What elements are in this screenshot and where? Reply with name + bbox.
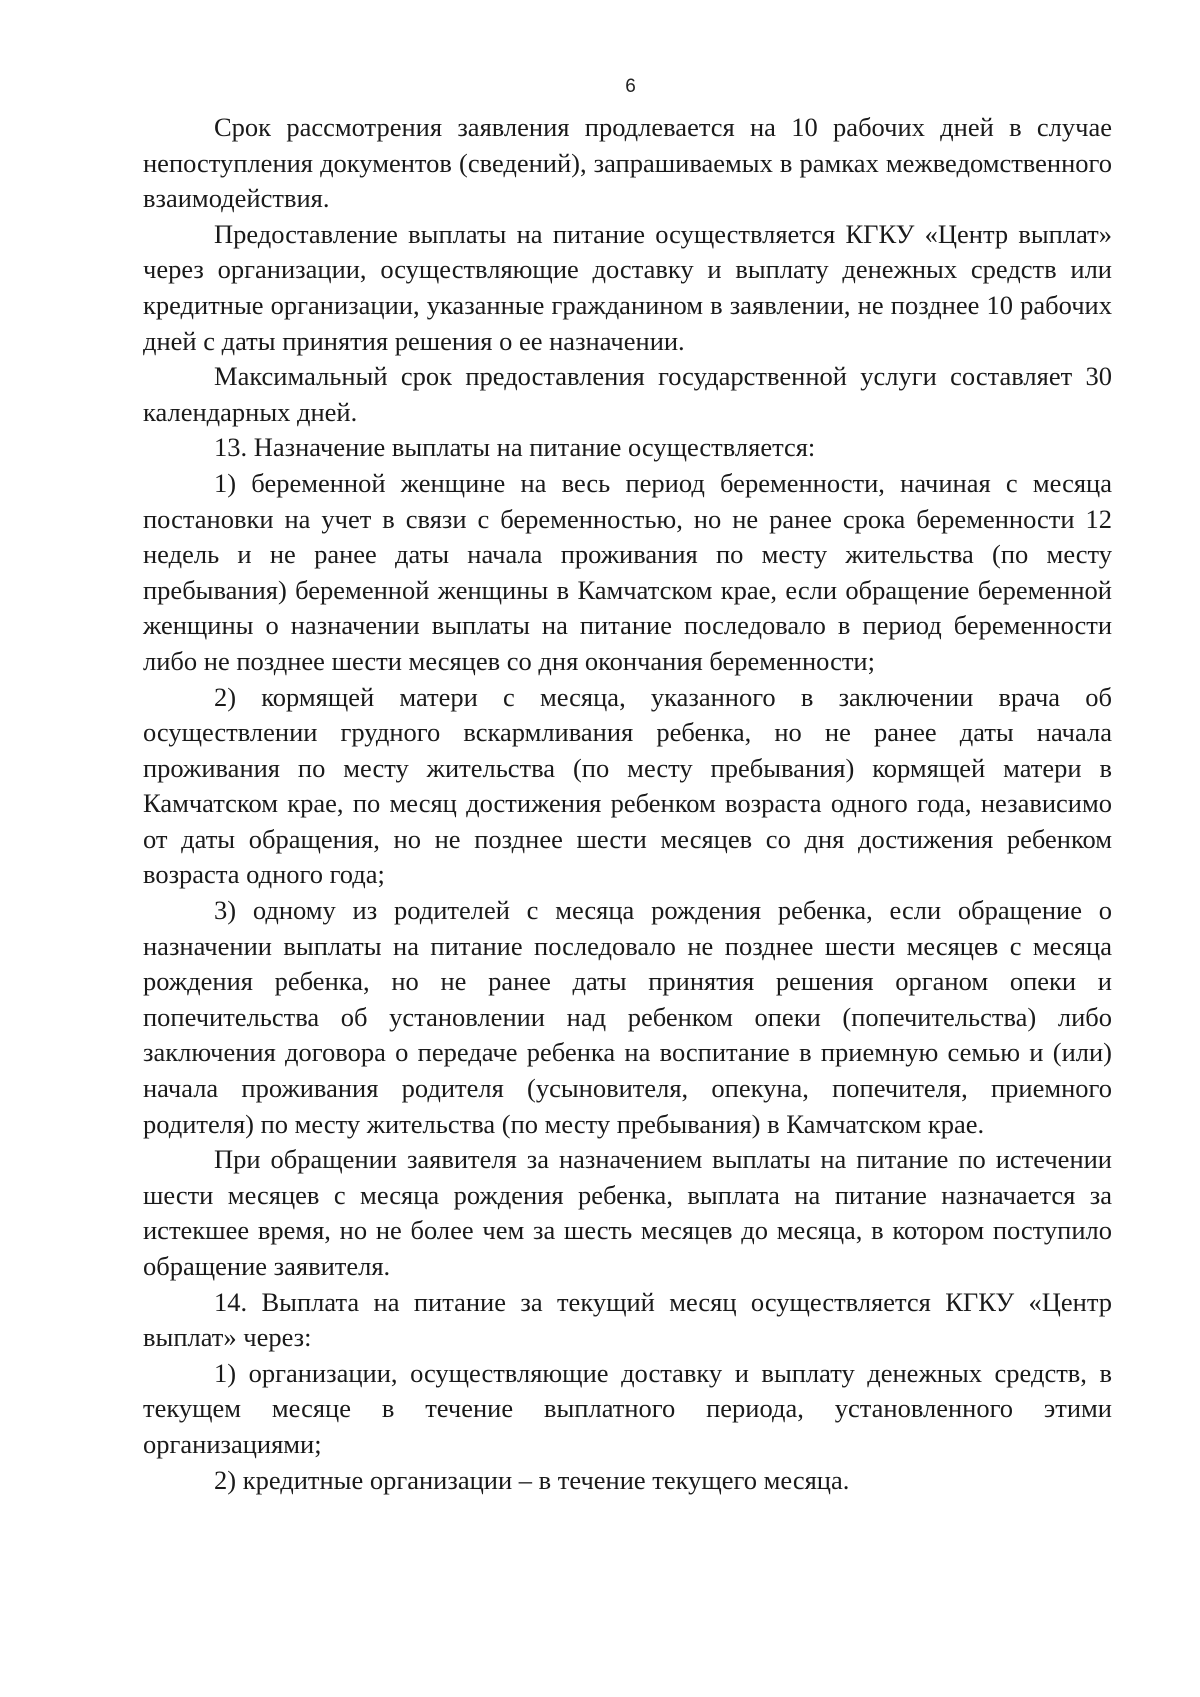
paragraph-item-parent: 3) одному из родителей с месяца рождения ребенка, если обращение о назначении выплаты на питание последовало не позднее шести месяцев с месяца рождения ребенка, но не ранее даты принятия решения органом опеки и попечительства об установлении над ребенком опеки (попечительства) либо заключения договора о передаче ребенка на воспитание в приемную семью и (или) начала проживания родителя (усыновителя, опекуна, попечителя, приемного родителя) по месту жительства (по месту пребывания) в Камчатском крае. xyxy=(143,895,1112,1139)
paragraph-review-period: Срок рассмотрения заявления продлевается на 10 рабочих дней в случае непоступления документов (сведений), запрашиваемых в рамках межведомственного взаимодействия. xyxy=(143,112,1112,214)
paragraph-late-application: При обращении заявителя за назначением выплаты на питание по истечении шести месяцев с месяца рождения ребенка, выплата на питание назначается за истекшее время, но не более чем за шесть месяцев до месяца, в котором поступило обращение заявителя. xyxy=(143,1144,1112,1281)
page-number: 6 xyxy=(625,76,636,97)
paragraph-item-delivery-organizations: 1) организации, осуществляющие доставку и выплату денежных средств, в текущем месяце в течение выплатного периода, установленного этими организациями; xyxy=(143,1357,1112,1459)
paragraph-section-14-heading: 14. Выплата на питание за текущий месяц осуществляется КГКУ «Центр выплат» через: xyxy=(143,1286,1112,1353)
paragraph-section-13-heading: 13. Назначение выплаты на питание осуществляется: xyxy=(214,432,816,463)
paragraph-payment-provision: Предоставление выплаты на питание осуществляется КГКУ «Центр выплат» через организации, осуществляющие доставку и выплату денежных средств или кредитные организации, указанные гражданином в заявлении, не позднее 10 рабочих дней с даты принятия решения о ее назначении. xyxy=(143,218,1112,356)
paragraph-max-service-term: Максимальный срок предоставления государственной услуги составляет 30 календарных дней. xyxy=(143,361,1112,427)
paragraph-item-pregnant-woman: 1) беременной женщине на весь период беременности, начиная с месяца постановки на учет в связи с беременностью, но не ранее срока беременности 12 недель и не ранее даты начала проживания по месту жительства (по месту пребывания) беременной женщины в Камчатском крае, если обращение беременной женщины о назначении выплаты на питание последовало в период беременности либо не позднее шести месяцев со дня окончания беременности; xyxy=(143,467,1112,676)
document-body xyxy=(143,110,1112,1498)
paragraph-item-nursing-mother: 2) кормящей матери с месяца, указанного в заключении врача об осуществлении грудного вскармливания ребенка, но не ранее даты начала проживания по месту жительства (по месту пребывания) кормящей матери в Камчатском крае, по месяц достижения ребенком возраста одного года, независимо от даты обращения, но не позднее шести месяцев со дня достижения ребенком возраста одного года; xyxy=(143,681,1112,890)
paragraph-item-credit-organizations: 2) кредитные организации – в течение текущего месяца. xyxy=(214,1464,850,1495)
